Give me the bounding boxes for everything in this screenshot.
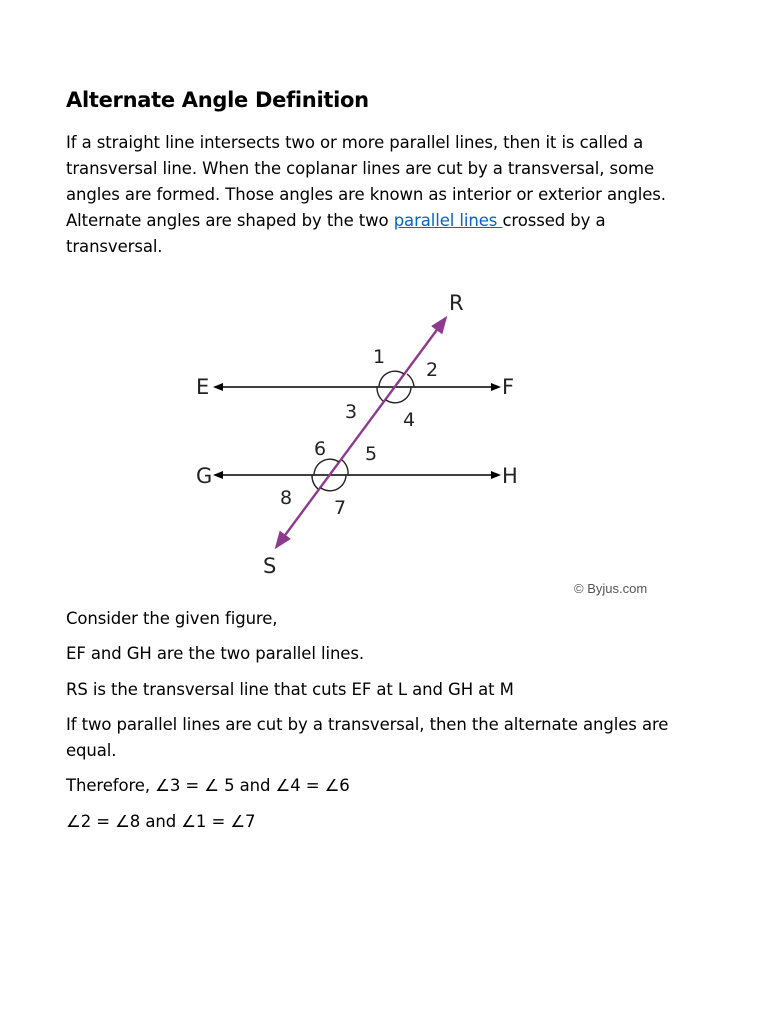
image-credit: © Byjus.com — [574, 581, 648, 596]
angle-label-8: 8 — [280, 487, 293, 509]
angle-arc-2 — [407, 374, 414, 387]
body-paragraph-1: Consider the given figure, — [66, 609, 278, 628]
angle-label-1: 1 — [373, 346, 386, 368]
intro-text-before-link: If a straight line intersects two or more parallel lines, then it is called a transversal line. When the coplanar lines are cut by a transversal, some angles are formed. Those angles are known as interior or exterior angles. Alternate angles are shaped by the two — [66, 133, 666, 230]
point-label-g: G — [196, 464, 213, 488]
body-paragraph-2: EF and GH are the two parallel lines. — [66, 644, 364, 663]
point-label-e: E — [196, 375, 210, 399]
angle-label-2: 2 — [426, 359, 439, 381]
intro-paragraph — [66, 130, 686, 260]
transversal-figure — [180, 280, 650, 600]
transversal-rs — [280, 323, 442, 542]
angle-arc-8 — [312, 475, 318, 489]
angle-arc-3 — [377, 387, 383, 401]
parallel-lines-link[interactable]: parallel lines — [393, 211, 503, 230]
angle-arc-5 — [342, 460, 348, 475]
page-title: Alternate Angle Definition — [66, 88, 369, 112]
intro-text-after-link: crossed by a transversal. — [66, 211, 606, 256]
point-label-f: F — [502, 375, 515, 399]
angle-label-7: 7 — [334, 497, 347, 519]
angle-label-4: 4 — [403, 409, 416, 431]
angle-label-3: 3 — [345, 401, 358, 423]
body-paragraph-5: Therefore, ∠3 = ∠ 5 and ∠4 = ∠6 — [66, 776, 350, 795]
point-label-h: H — [502, 464, 518, 488]
point-label-s: S — [263, 554, 277, 578]
body-paragraph-3: RS is the transversal line that cuts EF at L and GH at M — [66, 680, 514, 699]
body-paragraph-6: ∠2 = ∠8 and ∠1 = ∠7 — [66, 812, 256, 831]
angle-label-6: 6 — [314, 438, 327, 460]
angle-label-5: 5 — [365, 443, 378, 465]
point-label-r: R — [449, 291, 464, 315]
body-paragraph-4: If two parallel lines are cut by a transversal, then the alternate angles are equal. — [66, 715, 669, 760]
